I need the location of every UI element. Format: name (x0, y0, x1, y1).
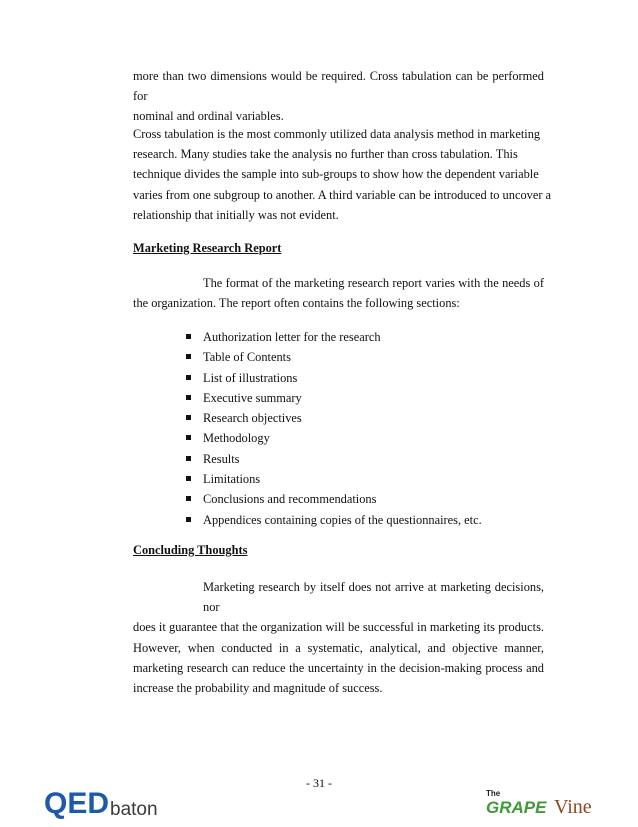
paragraph-report-intro (133, 273, 544, 313)
paragraph-concluding (133, 577, 544, 698)
list-item: List of illustrations (186, 368, 482, 388)
list-item: Authorization letter for the research (186, 327, 482, 347)
text-line: increase the probability and magnitude of success. (133, 681, 383, 696)
svg-text:GRAPE: GRAPE (486, 798, 547, 817)
svg-text:The: The (486, 789, 501, 798)
text-line: varies from one subgroup to another. A third variable can be introduced to uncover a (133, 187, 552, 202)
square-bullet-icon (186, 375, 191, 380)
list-item: Table of Contents (186, 347, 482, 367)
text-line: more than two dimensions would be required. Cross tabulation can be performed for (133, 69, 544, 104)
square-bullet-icon (186, 517, 191, 522)
square-bullet-icon (186, 476, 191, 481)
text-line: research. Many studies take the analysis no further than cross tabulation. This (133, 147, 518, 162)
list-item: Appendices containing copies of the questionnaires, etc. (186, 510, 482, 530)
list-item: Limitations (186, 469, 482, 489)
qed-logo-icon (44, 782, 174, 822)
list-item: Methodology (186, 428, 482, 448)
baton-text: baton (110, 799, 158, 820)
page-number: - 31 - (306, 776, 332, 790)
grapevine-logo-icon (480, 786, 610, 820)
text-line: Marketing research by itself does not arrive at marketing decisions, nor (203, 580, 544, 615)
section-heading-report: Marketing Research Report (133, 241, 282, 255)
square-bullet-icon (186, 334, 191, 339)
square-bullet-icon (186, 415, 191, 420)
text-line: marketing research can reduce the uncertainty in the decision-making process and (133, 660, 544, 675)
list-item: Research objectives (186, 408, 482, 428)
svg-text:Vine: Vine (554, 796, 592, 818)
square-bullet-icon (186, 435, 191, 440)
grapevine-logo (480, 786, 610, 820)
section-heading-concluding: Concluding Thoughts (133, 543, 248, 557)
text-line: relationship that initially was not evident. (133, 207, 339, 222)
list-item: Conclusions and recommendations (186, 489, 482, 509)
paragraph-cross-tabulation (133, 124, 552, 225)
text-line: does it guarantee that the organization will be successful in marketing its products. (133, 620, 544, 635)
text-line: The format of the marketing research report varies with the needs of (203, 276, 544, 290)
square-bullet-icon (186, 496, 191, 501)
list-item: Results (186, 449, 482, 469)
qed-baton-logo (44, 782, 174, 822)
report-sections-list (186, 327, 482, 530)
text-line: technique divides the sample into sub-groups to show how the dependent variable (133, 167, 539, 182)
text-line: However, when conducted in a systematic, analytical, and objective manner, (133, 640, 544, 655)
square-bullet-icon (186, 395, 191, 400)
qed-mark: QED (44, 787, 110, 820)
square-bullet-icon (186, 456, 191, 461)
text-line: Cross tabulation is the most commonly utilized data analysis method in marketing (133, 127, 541, 141)
text-line: nominal and ordinal variables. (133, 109, 284, 124)
square-bullet-icon (186, 354, 191, 359)
text-line: the organization. The report often contains the following sections: (133, 296, 460, 311)
list-item: Executive summary (186, 388, 482, 408)
paragraph-continuation (133, 66, 544, 127)
